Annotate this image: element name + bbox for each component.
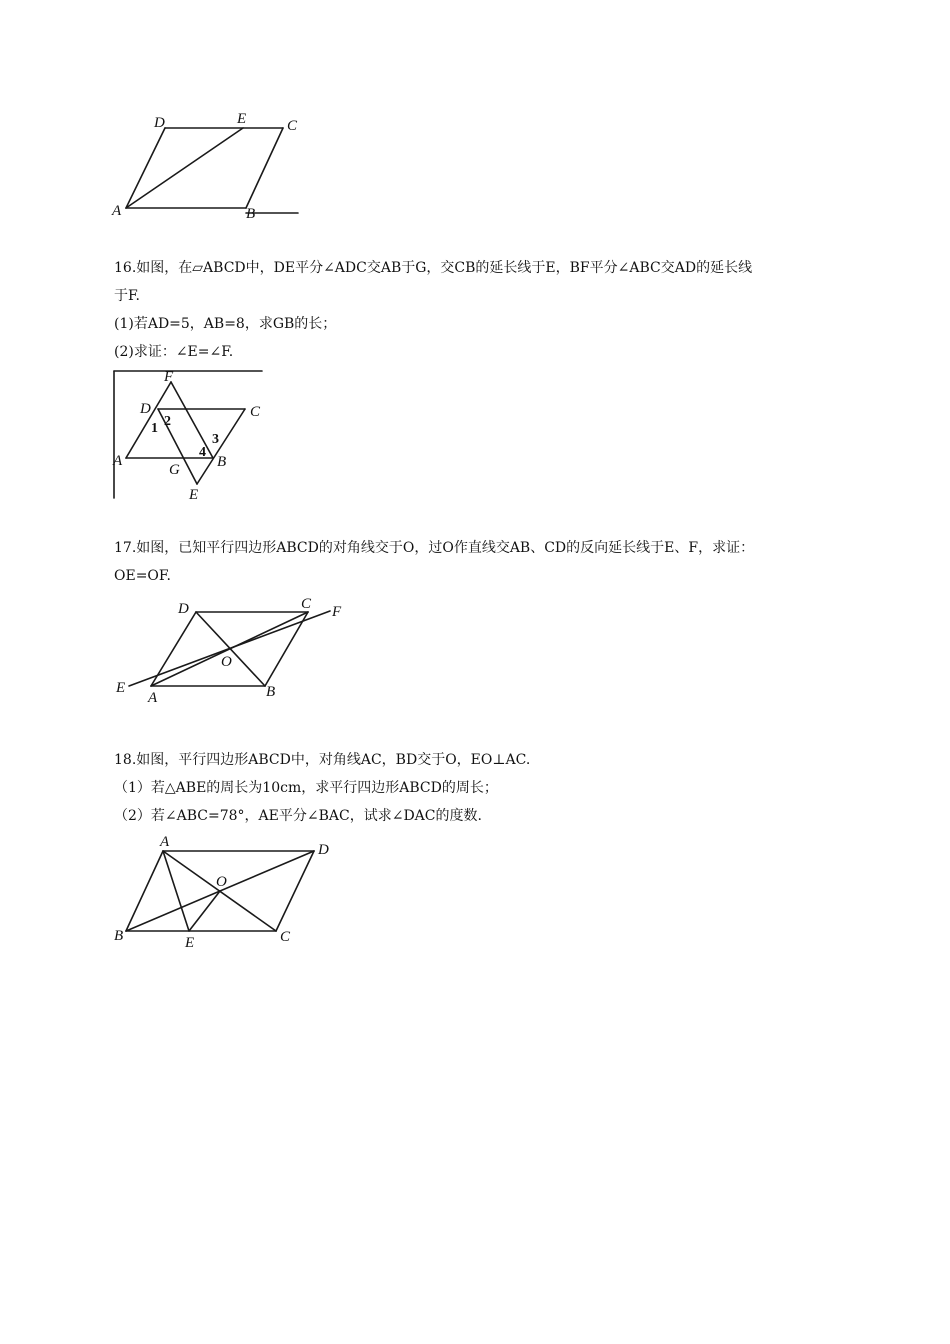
label-e: E bbox=[116, 680, 126, 696]
label-e: E bbox=[185, 935, 195, 951]
label-c: C bbox=[280, 929, 291, 945]
parallelogram-figure-17 bbox=[110, 590, 360, 705]
question-18-part-1: （1）若△ABE的周长为10cm，求平行四边形ABCD的周长； bbox=[114, 780, 498, 796]
question-16-line-2: 于F. bbox=[114, 288, 140, 304]
parallelogram-figure-15 bbox=[100, 105, 320, 225]
parallelogram-figure-18 bbox=[108, 830, 338, 955]
angle-label-3: 3 bbox=[212, 432, 219, 447]
question-16-line-1: 16.如图，在▱ABCD中，DE平分∠ADC交AB于G，交CB的延长线于E，BF平分∠ABC交AD的延长线 bbox=[114, 260, 753, 276]
side-ad bbox=[126, 128, 165, 208]
line-ef bbox=[129, 611, 330, 686]
label-b: B bbox=[266, 684, 276, 700]
label-b: B bbox=[114, 928, 124, 944]
label-e: E bbox=[189, 487, 199, 503]
label-e: E bbox=[237, 111, 247, 127]
label-a: A bbox=[148, 690, 158, 706]
label-f: F bbox=[332, 604, 342, 620]
question-18 bbox=[114, 746, 854, 830]
side-cb bbox=[265, 612, 308, 686]
label-c: C bbox=[250, 404, 261, 420]
question-18-part-2: （2）若∠ABC=78°，AE平分∠BAC，试求∠DAC的度数. bbox=[114, 808, 482, 824]
label-d: D bbox=[154, 115, 165, 131]
question-17-line-1: 17.如图，已知平行四边形ABCD的对角线交于O，过O作直线交AB、CD的反向延长线于E、F，求证： bbox=[114, 540, 755, 556]
label-o: O bbox=[221, 654, 232, 670]
segment-ae bbox=[163, 851, 189, 931]
label-c: C bbox=[301, 596, 312, 612]
label-g: G bbox=[169, 462, 180, 478]
label-b: B bbox=[217, 454, 227, 470]
question-17 bbox=[114, 534, 854, 590]
label-a: A bbox=[113, 453, 123, 469]
question-18-line-1: 18.如图，平行四边形ABCD中，对角线AC，BD交于O，EO⊥AC. bbox=[114, 752, 531, 768]
label-f: F bbox=[164, 369, 174, 385]
label-a: A bbox=[160, 834, 170, 850]
label-a: A bbox=[112, 203, 122, 219]
angle-label-1: 1 bbox=[151, 421, 158, 436]
side-dc bbox=[276, 851, 314, 931]
parallelogram-figure-16 bbox=[110, 365, 270, 505]
label-d: D bbox=[178, 601, 189, 617]
question-16 bbox=[114, 254, 854, 366]
label-c: C bbox=[287, 118, 298, 134]
question-16-part-1: (1)若AD=5，AB=8，求GB的长； bbox=[114, 316, 337, 332]
label-d: D bbox=[318, 842, 329, 858]
angle-label-2: 2 bbox=[164, 414, 171, 429]
angle-label-4: 4 bbox=[199, 445, 206, 460]
side-cb bbox=[246, 128, 283, 208]
diagonal-db bbox=[196, 612, 265, 686]
label-d: D bbox=[140, 401, 151, 417]
side-ba bbox=[126, 851, 163, 931]
label-o: O bbox=[216, 874, 227, 890]
question-16-part-2: (2)求证：∠E=∠F. bbox=[114, 344, 234, 360]
segment-ae bbox=[126, 128, 243, 208]
question-17-line-2: OE=OF. bbox=[114, 568, 171, 584]
label-b: B bbox=[246, 206, 256, 222]
